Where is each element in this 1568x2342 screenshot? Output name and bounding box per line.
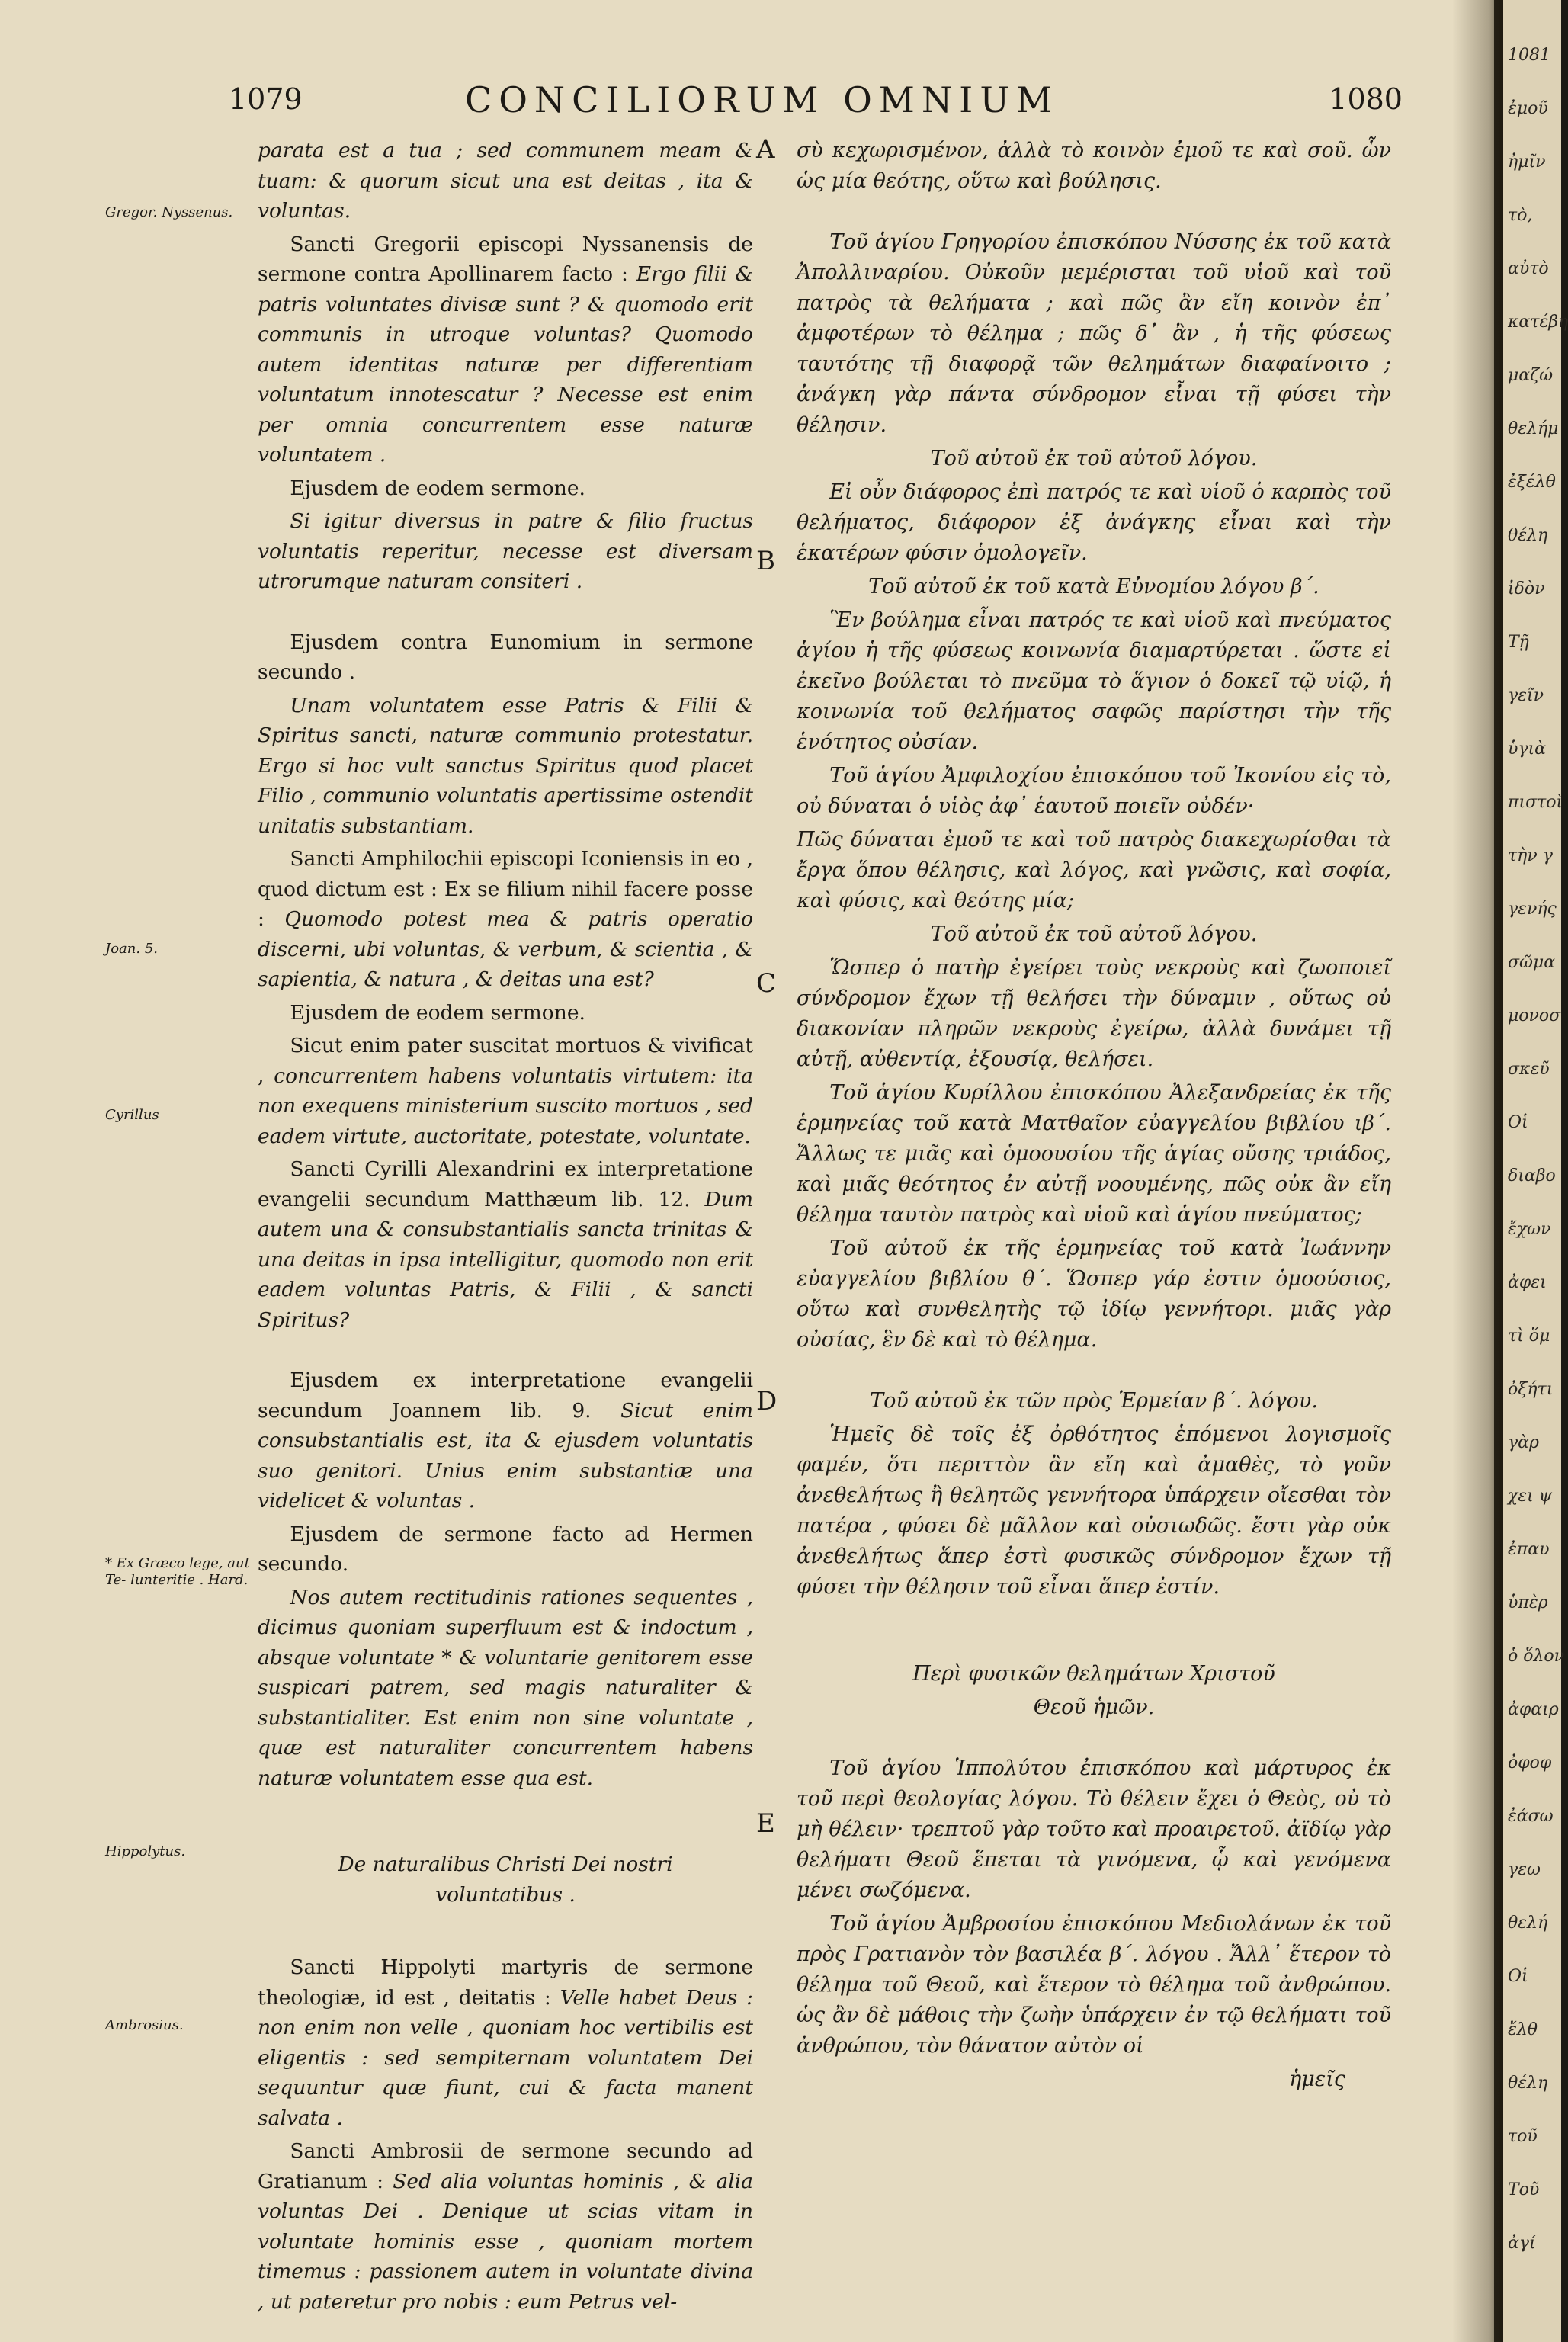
greek-para: Τοῦ ἁγίου Ἀμφιλοχίου ἐπισκόπου τοῦ Ἰκονίου εἰς τὸ, οὐ δύναται ὁ υἱὸς ἀφ᾽ ἑαυτοῦ ποιεῖν οὐδέν· [797, 764, 1391, 818]
next-page-fragment: Οἱ [1508, 1113, 1528, 1132]
next-page-fragment: ἐπαυ [1508, 1540, 1550, 1559]
next-page-fragment: τὶ ὅμ [1508, 1327, 1550, 1346]
greek-subheading: Τοῦ αὐτοῦ ἐκ τοῦ αὐτοῦ λόγου. [930, 447, 1258, 470]
latin-para: Unam voluntatem esse Patris & Filii & Spiritus sancti, naturæ communio protestatur. Ergo si hoc vult sanctus Spiritus quod placet Filio , communio voluntatis apertissime ostendit unitatis substantiam. [258, 693, 753, 838]
next-page-fragment: γεω [1508, 1860, 1541, 1879]
next-page-fragment: Οἱ [1508, 1967, 1528, 1986]
margin-note-joan: Joan. 5. [105, 941, 158, 957]
next-page-fragment: σκεῦ [1508, 1060, 1550, 1079]
greek-catchword: ἡμεῖς [1289, 2068, 1345, 2091]
greek-para: Ὥσπερ ὁ πατὴρ ἐγείρει τοὺς νεκροὺς καὶ ζωοποιεῖ σύνδρομον ἔχων τῇ θελήσει τὴν δύναμιν , οὕτως οὐ διακονίαν πληρῶν νεκροὺς ἐγείρω, ἀλλὰ δυνάμει τῇ αὐτῇ, αὐθεντίᾳ, ἐξουσίᾳ, θελήσει. [797, 956, 1391, 1071]
next-page-fragment: ἐξέλθ [1508, 473, 1556, 492]
latin-text: Ergo filii & patris voluntates divisæ sunt ? & quomodo erit communis in utroque voluntas? Quomodo autem identitas naturæ per differentiam voluntatum innotescatur ? Necesse est enim per omnia concurrentem esse naturæ voluntatem . [258, 262, 753, 467]
next-page-fragment: θελή [1508, 1914, 1548, 1933]
next-page-fragment: τὴν γ [1508, 846, 1553, 865]
next-page-fragment: θέλη [1508, 2074, 1548, 2093]
section-letter-b: B [756, 546, 775, 576]
next-page-fragment: ἔλθ [1508, 2020, 1538, 2039]
next-page-fragment: γὰρ [1508, 1433, 1539, 1452]
greek-para: Τοῦ ἁγίου Γρηγορίου ἐπισκόπου Νύσσης ἐκ τοῦ κατὰ Ἀπολλιναρίου. Οὐκοῦν μεμέρισται τοῦ υἱοῦ καὶ τοῦ πατρὸς τὰ θελήματα ; καὶ πῶς ἂν εἴη κοινὸν ἐπ᾽ ἀμφοτέρων τὸ θέλημα ; πῶς δ᾽ ἂν , ἡ τῆς φύσεως ταυτότης τῇ διαφορᾷ τῶν θελημάτων διαφαίνοιτο ; ἀνάγκη γὰρ πάντα σύνδρομον εἶναι τῇ φύσει τὴν θέλησιν. [797, 230, 1391, 437]
greek-text: Ἄλλως τε μιᾶς καὶ ὁμοουσίου τῆς ἁγίας οὔσης τριάδος, καὶ μιᾶς θεότητος ἐν αὐτῇ νοουμένης, πῶς οὐκ ἂν εἴη θέλημα ταυτὸν πατρὸς καὶ υἱοῦ καὶ ἁγίου πνεύματος; [797, 1142, 1391, 1227]
latin-para: Nos autem rectitudinis rationes sequentes , dicimus quoniam superfluum est & indoctum , absque voluntate * & voluntarie genitorem esse suspicari patrem, sed magis naturaliter & substantialiter. Est enim non sine voluntate , quæ est naturaliter concurrentem habens naturæ voluntatem esse qua est. [258, 1585, 753, 1790]
latin-para [258, 844, 753, 995]
greek-para: Ἓν βούλημα εἶναι πατρός τε καὶ υἱοῦ καὶ πνεύματος ἁγίου ἡ τῆς φύσεως κοινωνία διαμαρτύρεται . ὥστε εἰ ἐκεῖνο βούλεται τὸ πνεῦμα τὸ ἅγιον ὁ δοκεῖ τῷ υἱῷ, ἡ κοινωνία τοῦ θελήματος σαφῶς παρίστησι τὴν τῆς ἑνότητος οὐσίαν. [797, 608, 1391, 754]
greek-column [797, 136, 1391, 2098]
next-page-fragment: ἠμῖν [1508, 152, 1546, 172]
next-page-fragment: διαβο [1508, 1166, 1556, 1185]
greek-subheading: Τοῦ αὐτοῦ ἐκ τῶν πρὸς Ἑρμείαν β΄. λόγου. [870, 1389, 1318, 1413]
page-header [229, 79, 1403, 131]
next-page-fragment: ἀφαιρ [1508, 1700, 1559, 1719]
latin-para: parata est a tua ; sed communem meam & tuam: & quorum sicut una est deitas , ita & voluntas. [258, 139, 753, 223]
greek-text: Ὥσπερ γάρ ἐστιν ὁμοούσιος, οὕτω καὶ συνθελητὴς τῷ ἰδίῳ γεννήτορι. μιᾶς γὰρ οὐσίας, ἓν δὲ καὶ τὸ θέλημα. [797, 1267, 1391, 1352]
latin-para: Ejusdem de sermone facto ad Hermen secundo. [258, 1522, 753, 1576]
greek-subheading: Τοῦ αὐτοῦ ἐκ τοῦ κατὰ Εὐνομίου λόγου β΄. [868, 575, 1319, 598]
section-letter-d: D [756, 1386, 778, 1416]
next-page-fragment: ὑπὲρ [1508, 1593, 1548, 1612]
running-title: CONCILIORUM OMNIUM [465, 79, 1060, 120]
greek-subheading: Τοῦ αὐτοῦ ἐκ τοῦ αὐτοῦ λόγου. [930, 922, 1258, 946]
greek-para [797, 1234, 1391, 1355]
greek-para: Τοῦ ἁγίου Ἱππολύτου ἐπισκόπου καὶ μάρτυρος ἐκ τοῦ περὶ θεολογίας λόγου. Τὸ θέλειν ἔχει ὁ Θεὸς, οὐ τὸ μὴ θέλειν· τρεπτοῦ γὰρ τοῦτο καὶ προαιρετοῦ. ἀϊδίῳ γὰρ θελήματι Θεοῦ ἕπεται τὰ γινόμενα, ᾧ καὶ γενόμενα μένει σωζόμενα. [797, 1756, 1391, 1902]
greek-para: Τοῦ ἁγίου Ἀμβροσίου ἐπισκόπου Μεδιολάνων ἐκ τοῦ πρὸς Γρατιανὸν τὸν βασιλέα β΄. λόγου . Ἄλλ᾽ ἕτερον τὸ θέλημα τοῦ Θεοῦ, καὶ ἕτερον τὸ θέλημα τοῦ ἀνθρώπου. ὡς ἂν δὲ μάθοις τὴν ζωὴν ὑπάρχειν ἐν τῷ θελήματι τοῦ ἀνθρώπου, τὸν θάνατον αὐτὸν οἱ [797, 1912, 1391, 2058]
latin-para [258, 229, 753, 470]
right-page-number: 1080 [1329, 82, 1403, 116]
latin-text: Sed alia voluntas hominis , & alia voluntas Dei . Denique ut scias vitam in voluntate hominis esse , quoniam mortem timemus : passionem autem in voluntate divina , ut pateretur pro nobis : eum Petrus vel- [258, 2169, 753, 2314]
next-page-fragment: γενής [1508, 900, 1557, 919]
latin-para [258, 1365, 753, 1516]
next-page-fragment: ἔχων [1508, 1220, 1551, 1239]
latin-text: Sicut enim pater suscitat mortuos & vivificat , [258, 1034, 753, 1088]
latin-text: Velle habet Deus : non enim non velle , quoniam hoc vertibilis est eligentis : sed sempiternam voluntatem Dei sequuntur quæ fiunt, cui & facta manent salvata . [258, 1985, 753, 2130]
latin-text: Sancti Hippolyti martyris de sermone theologiæ, id est , deitatis : [258, 1955, 753, 2010]
next-page-fragment: Τῇ [1508, 633, 1529, 652]
latin-text: Ejusdem ex interpretatione evangelii secundum Joannem lib. 9. [258, 1368, 753, 1423]
latin-column [258, 136, 753, 2320]
section-letter-e: E [756, 1808, 775, 1839]
latin-text: concurrentem habens voluntatis virtutem: ita non exequens ministerium suscito mortuos , sed eadem virtute, auctoritate, potestate, voluntate. [258, 1064, 753, 1148]
next-page-fragment: πιστοὶ [1508, 793, 1563, 812]
next-page-fragment: ἐάσω [1508, 1807, 1554, 1826]
margin-note-cyrillus: Cyrillus [105, 1107, 159, 1123]
next-page-fragment: σῶμα [1508, 953, 1556, 972]
next-page-fragment: τὸ, [1508, 206, 1533, 225]
greek-para [797, 1078, 1391, 1230]
latin-para [258, 2136, 753, 2317]
latin-para [258, 1952, 753, 2133]
greek-para: Πῶς δύναται ἐμοῦ τε καὶ τοῦ πατρὸς διακεχωρίσθαι τὰ ἔργα ὅπου θέλησις, καὶ λόγος, καὶ γνῶσις, καὶ σοφία, καὶ φύσις, καὶ θεότης μία; [797, 828, 1391, 913]
margin-note-ambrosius: Ambrosius. [105, 2017, 184, 2033]
next-page-fragment: ἐμοῦ [1508, 99, 1548, 118]
latin-para: Si igitur diversus in patre & filio fructus voluntatis reperitur, necesse est diversam utrorumque naturam consiteri . [258, 509, 753, 593]
latin-para [258, 1031, 753, 1151]
next-page-fragment: τοῦ [1508, 2127, 1538, 2146]
greek-section-heading: Περὶ φυσικῶν θελημάτων Χριστοῦ [912, 1662, 1275, 1686]
latin-para: Ejusdem de eodem sermone. [290, 1000, 585, 1025]
section-letter-a: A [756, 134, 775, 165]
margin-note-gregor: Gregor. Nyssenus. [105, 204, 233, 220]
latin-text: Sicut enim consubstantialis est, ita & ejusdem voluntatis suo genitori. Unius enim substantiæ una videlicet & voluntas . [258, 1398, 753, 1513]
next-page-fragment: θέλη [1508, 526, 1548, 545]
next-page-fragment: ὁ ὅλον [1508, 1647, 1565, 1666]
latin-text: Dum autem una & consubstantialis sancta trinitas & una deitas in ipsa intelligitur, quomodo non erit eadem voluntas Patris, & Filii , & sancti Spiritus? [258, 1187, 753, 1332]
next-page-fragment: 1081 [1508, 46, 1550, 65]
latin-text: Quomodo potest mea & patris operatio discerni, ubi voluntas, & verbum, & scientia , & sapientia, & natura , & deitas una est? [258, 907, 753, 991]
next-page-fragment: γεῖν [1508, 686, 1544, 705]
next-page-fragment: μαζώ [1508, 366, 1554, 385]
latin-para [258, 1154, 753, 1335]
next-page-fragment: ἀγί [1508, 2234, 1536, 2253]
next-page-fragment: κατέβη [1508, 313, 1568, 332]
left-page-number: 1079 [229, 82, 303, 116]
latin-section-heading: De naturalibus Christi Dei nostri voluntatibus . [338, 1853, 673, 1907]
greek-para: Εἰ οὖν διάφορος ἐπὶ πατρός τε καὶ υἱοῦ ὁ καρπὸς τοῦ θελήματος, διάφορον ἐξ ἀνάγκης εἶναι καὶ τὴν ἑκατέρων φύσιν ὁμολογεῖν. [797, 480, 1391, 565]
latin-text: Sancti Ambrosii de sermone secundo ad Gratianum : [258, 2139, 753, 2193]
margin-note-greek-reading: * Ex Græco lege, aut Te- lunteritie . Hard. [105, 1555, 250, 1588]
gutter-shadow [1452, 0, 1505, 2342]
latin-text: Sancti Gregorii episcopi Nyssanensis de sermone contra Apollinarem facto : [258, 232, 753, 286]
greek-para: Ἡμεῖς δὲ τοῖς ἐξ ὀρθότητος ἑπόμενοι λογισμοῖς φαμέν, ὅτι περιττὸν ἂν εἴη καὶ ἀμαθὲς, τὸ γοῦν ἀνεθελήτως ἢ θελητῶς γεννήτορα ὑπάρχειν οἴεσθαι τὸν πατέρα , φύσει δὲ μᾶλλον καὶ οὐσιωδῶς. ἔστι γὰρ οὐκ ἀνεθελήτως ἅπερ ἐστὶ φυσικῶς σύνδρομον ἔχων τῇ φύσει τὴν θέλησιν τοῦ εἶναι ἅπερ ἐστίν. [797, 1423, 1391, 1599]
next-page-fragment: αὐτὸ [1508, 259, 1549, 278]
next-page-fragment: ὑγιὰ [1508, 739, 1547, 759]
next-page-edge [1503, 0, 1568, 2342]
margin-note-hippolytus: Hippolytus. [105, 1843, 186, 1859]
next-page-fragment: χει ψ [1508, 1487, 1553, 1506]
next-page-fragment: ἀφει [1508, 1273, 1547, 1292]
latin-para: Ejusdem contra Eunomium in sermone secundo . [258, 630, 753, 684]
next-page-fragment: Τοῦ [1508, 2180, 1540, 2199]
greek-text: Τοῦ ἁγίου Κυρίλλου ἐπισκόπου Ἀλεξανδρείας ἐκ τῆς ἑρμηνείας τοῦ κατὰ Ματθαῖον εὐαγγελίου βιβλίου ιβ΄. [797, 1081, 1391, 1135]
next-page-fragment: ὀφοφ [1508, 1753, 1552, 1773]
greek-text: Τοῦ αὐτοῦ ἐκ τῆς ἑρμηνείας τοῦ κατὰ Ἰωάννην εὐαγγελίου βιβλίου θ΄. [797, 1237, 1391, 1291]
greek-section-heading: Θεοῦ ἡμῶν. [1033, 1696, 1155, 1719]
latin-text: Sancti Amphilochii episcopi Iconiensis in eo , quod dictum est : Ex se filium nihil facere posse : [258, 847, 753, 931]
greek-para: σὺ κεχωρισμένον, ἀλλὰ τὸ κοινὸν ἐμοῦ τε καὶ σοῦ. ὧν ὡς μία θεότης, οὕτω καὶ βούλησις. [797, 139, 1391, 193]
section-letter-c: C [756, 968, 777, 999]
latin-text: Sancti Cyrilli Alexandrini ex interpretatione evangelii secundum Matthæum lib. 12. [258, 1157, 753, 1211]
latin-para: Ejusdem de eodem sermone. [290, 476, 585, 500]
next-page-fragment: θελήμ [1508, 419, 1559, 438]
next-page-fragment: μονοσ [1508, 1006, 1561, 1025]
next-page-fragment: ἰδὸν [1508, 579, 1545, 598]
next-page-fragment: ὀξήτι [1508, 1380, 1554, 1399]
